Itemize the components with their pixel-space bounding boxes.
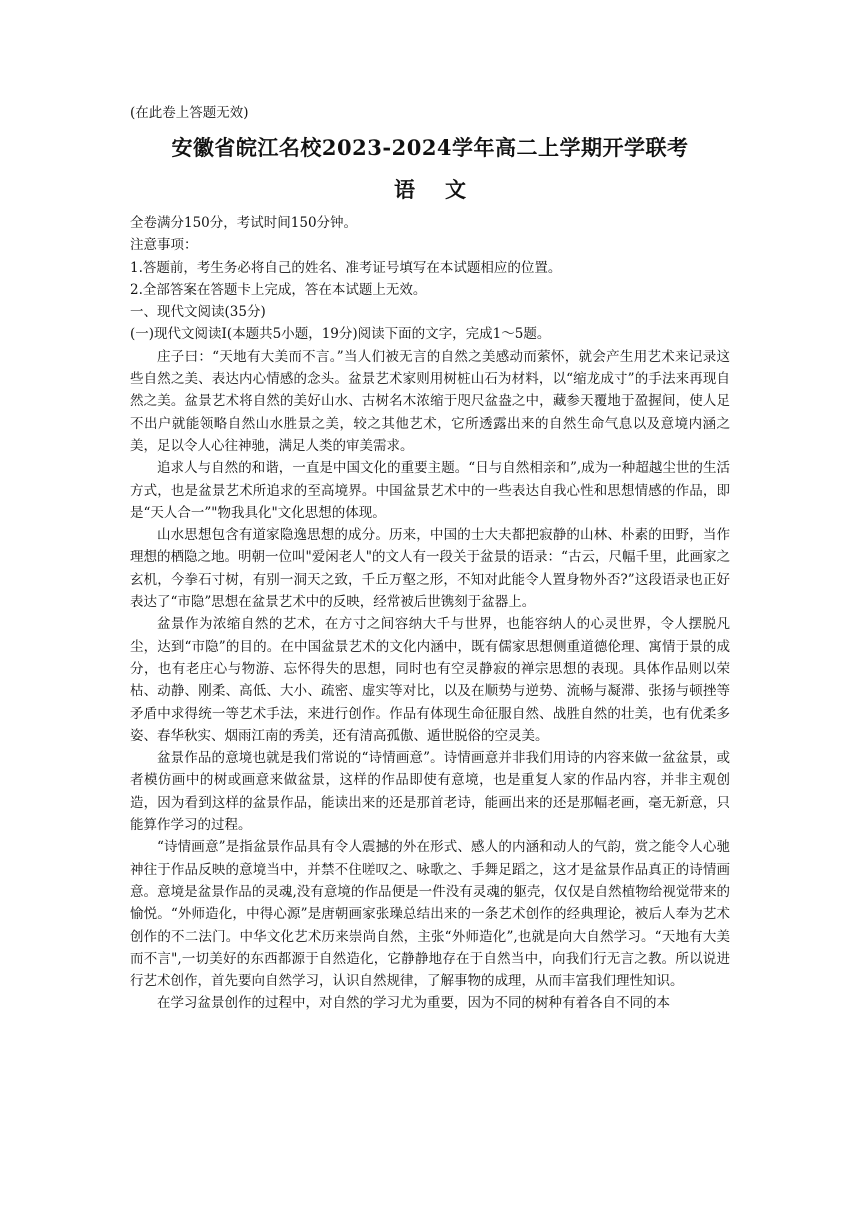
- passage-paragraph: 山水思想包含有道家隐逸思想的成分。历来，中国的士大夫都把寂静的山林、朴素的田野，当作理想的栖隐之地。明朝一位叫"爱闲老人"的文人有一段关于盆景的语录：“古云，尺幅千里，此画家之玄机，今拳石寸树，有别一洞天之致，千丘万壑之形，不知对此能令人置身物外否?”这段语录也正好表达了“市隐”思想在盆景艺术中的反映，经常被后世镌刻于盆器上。: [130, 527, 730, 611]
- note-item-1: 1.答题前，考生务必将自己的姓名、准考证号填写在本试题相应的位置。: [130, 259, 562, 276]
- passage-paragraph: “诗情画意”是指盆景作品具有令人震撼的外在形式、感人的内涵和动人的气韵，赏之能令人心驰神往于作品反映的意境当中，并禁不住嗟叹之、咏歌之、手舞足蹈之，这才是盆景作品真正的诗情画意。意境是盆景作品的灵魂,没有意境的作品便是一件没有灵魂的躯壳，仅仅是自然植物给视觉带来的愉悦。“外师造化，中得心源”是唐朝画家张璪总结出来的一条艺术创作的经典理论，被后人奉为艺术创作的不二法门。中华文化艺术历来崇尚自然，主张“外师造化”,也就是向大自然学习。“天地有大美而不言",一切美好的东西都源于自然造化，它静静地存在于自然当中，向我们行无言之教。所以说进行艺术创作，首先要向自然学习，认识自然规律，了解事物的成理，从而丰富我们理性知识。: [130, 839, 730, 990]
- notes-heading: 注意事项：: [130, 237, 198, 254]
- invalid-answer-notice: (在此卷上答题无效): [130, 105, 249, 121]
- exam-title: 安徽省皖江名校2023-2024学年高二上学期开学联考: [171, 135, 689, 160]
- exam-page: [130, 102, 730, 1015]
- subject-title: 语文: [394, 177, 496, 202]
- sub-section-heading: (一)现代文阅读I(本题共5小题，19分)阅读下面的文字，完成1～5题。: [130, 326, 551, 343]
- passage-paragraph: 庄子曰：“天地有大美而不言。”当人们被无言的自然之美感动而萦怀，就会产生用艺术来记录这些自然之美、表达内心情感的念头。盆景艺术家则用树桩山石为材料，以“缩龙成寸”的手法来再现自然之美。盆景艺术将自然的美好山水、古树名木浓缩于咫尺盆盎之中，藏参天覆地于盈握间，使人足不出户就能领略自然山水胜景之美，较之其他艺术，它所透露出来的自然生命气息以及意境内涵之美，足以令人心往神驰，满足人类的审美需求。: [130, 348, 730, 454]
- score-time-line: 全卷满分150分，考试时间150分钟。: [130, 215, 358, 231]
- section-heading: 一、现代文阅读(35分): [130, 304, 266, 321]
- passage-paragraph: 盆景作品的意境也就是我们常说的“诗情画意”。诗情画意并非我们用诗的内容来做一盆盆景，或者模仿画中的树或画意来做盆景，这样的作品即使有意境，也是重复人家的作品内容，并非主观创造，因为看到这样的盆景作品，能读出来的还是那首老诗，能画出来的还是那幅老画，毫无新意，只能算作学习的过程。: [130, 750, 730, 834]
- passage-paragraph: 在学习盆景创作的过程中，对自然的学习尤为重要，因为不同的树种有着各自不同的本: [157, 995, 670, 1012]
- note-item-2: 2.全部答案在答题卡上完成，答在本试题上无效。: [130, 281, 427, 298]
- passage-paragraph: 盆景作为浓缩自然的艺术，在方寸之间容纳大千与世界，也能容纳人的心灵世界，令人摆脱凡尘，达到“市隐”的目的。在中国盆景艺术的文化内涵中，既有儒家思想侧重道德伦理、寓情于景的成分，也有老庄心与物游、忘怀得失的思想，同时也有空灵静寂的禅宗思想的表现。具体作品则以荣枯、动静、刚柔、高低、大小、疏密、虚实等对比，以及在顺势与逆势、流畅与凝滞、张扬与顿挫等矛盾中求得统一等艺术手法，来进行创作。作品有体现生命征服自然、战胜自然的壮美，也有优柔多姿、春华秋实、烟雨江南的秀美，还有清高孤傲、遁世脱俗的空灵美。: [130, 616, 730, 744]
- passage-paragraph: 追求人与自然的和谐，一直是中国文化的重要主题。“日与自然相亲和”,成为一种超越尘世的生活方式，也是盆景艺术所追求的至高境界。中国盆景艺术中的一些表达自我心性和思想情感的作品，即是“天人合一”"物我具化"文化思想的体现。: [130, 460, 730, 521]
